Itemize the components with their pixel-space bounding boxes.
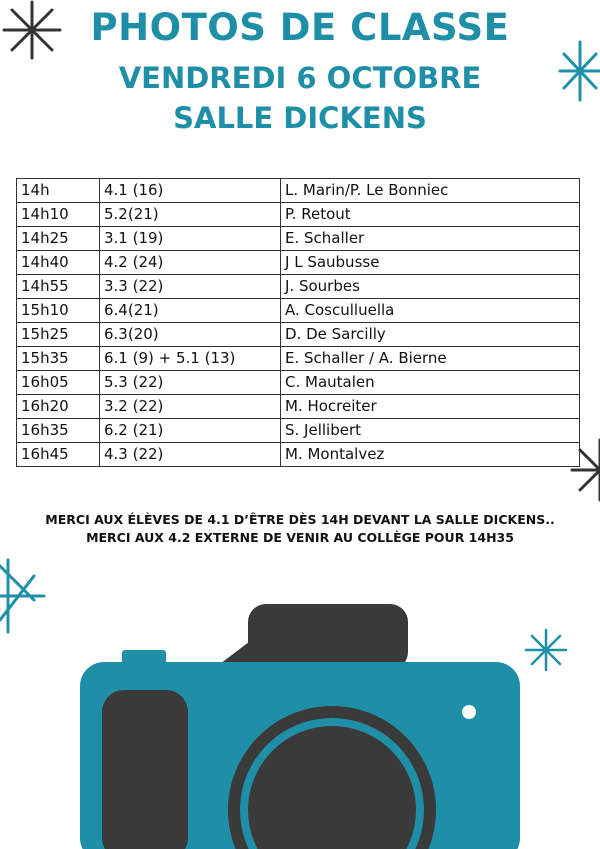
- cell-teacher: E. Schaller: [281, 227, 580, 251]
- cell-teacher: L. Marin/P. Le Bonniec: [281, 179, 580, 203]
- cell-class: 3.3 (22): [100, 275, 281, 299]
- cell-teacher: P. Retout: [281, 203, 580, 227]
- table-row: [17, 179, 580, 203]
- table-row: [17, 227, 580, 251]
- cell-time: 15h25: [17, 323, 100, 347]
- table-row: [17, 323, 580, 347]
- table-row: [17, 443, 580, 467]
- cell-time: 15h10: [17, 299, 100, 323]
- cell-teacher: A. Cosculluella: [281, 299, 580, 323]
- sparkle-icon: [0, 560, 44, 632]
- cell-class: 3.2 (22): [100, 395, 281, 419]
- table-row: [17, 371, 580, 395]
- cell-teacher: E. Schaller / A. Bierne: [281, 347, 580, 371]
- table-row: [17, 203, 580, 227]
- sparkle-icon: [526, 630, 566, 670]
- cell-time: 16h20: [17, 395, 100, 419]
- cell-class: 3.1 (19): [100, 227, 281, 251]
- note-line-1: MERCI AUX ÉLÈVES DE 4.1 D’ÊTRE DÈS 14H DEVANT LA SALLE DICKENS..: [45, 512, 555, 527]
- event-room: SALLE DICKENS: [173, 101, 427, 135]
- cell-class: 6.2 (21): [100, 419, 281, 443]
- camera-illustration: [80, 604, 520, 849]
- cell-class: 6.4(21): [100, 299, 281, 323]
- schedule-table: [16, 178, 580, 467]
- event-date: VENDREDI 6 OCTOBRE: [118, 61, 482, 95]
- cell-class: 6.3(20): [100, 323, 281, 347]
- table-row: [17, 347, 580, 371]
- cell-class: 4.3 (22): [100, 443, 281, 467]
- cell-teacher: M. Montalvez: [281, 443, 580, 467]
- table-row: [17, 251, 580, 275]
- cell-time: 14h40: [17, 251, 100, 275]
- note-line-2: MERCI AUX 4.2 EXTERNE DE VENIR AU COLLÈGE POUR 14H35: [86, 530, 514, 545]
- cell-time: 15h35: [17, 347, 100, 371]
- cell-teacher: M. Hocreiter: [281, 395, 580, 419]
- table-row: [17, 299, 580, 323]
- page-title: PHOTOS DE CLASSE: [90, 6, 510, 49]
- cell-class: 4.1 (16): [100, 179, 281, 203]
- table-row: [17, 275, 580, 299]
- cell-time: 14h55: [17, 275, 100, 299]
- cell-teacher: D. De Sarcilly: [281, 323, 580, 347]
- schedule-body: [17, 179, 580, 467]
- cell-teacher: J L Saubusse: [281, 251, 580, 275]
- cell-time: 14h25: [17, 227, 100, 251]
- cell-class: 5.3 (22): [100, 371, 281, 395]
- cell-time: 14h10: [17, 203, 100, 227]
- cell-time: 14h: [17, 179, 100, 203]
- cell-time: 16h05: [17, 371, 100, 395]
- cell-time: 16h35: [17, 419, 100, 443]
- cell-time: 16h45: [17, 443, 100, 467]
- cell-teacher: J. Sourbes: [281, 275, 580, 299]
- cell-teacher: C. Mautalen: [281, 371, 580, 395]
- table-row: [17, 419, 580, 443]
- cell-class: 5.2(21): [100, 203, 281, 227]
- table-row: [17, 395, 580, 419]
- cell-class: 4.2 (24): [100, 251, 281, 275]
- cell-teacher: S. Jellibert: [281, 419, 580, 443]
- cell-class: 6.1 (9) + 5.1 (13): [100, 347, 281, 371]
